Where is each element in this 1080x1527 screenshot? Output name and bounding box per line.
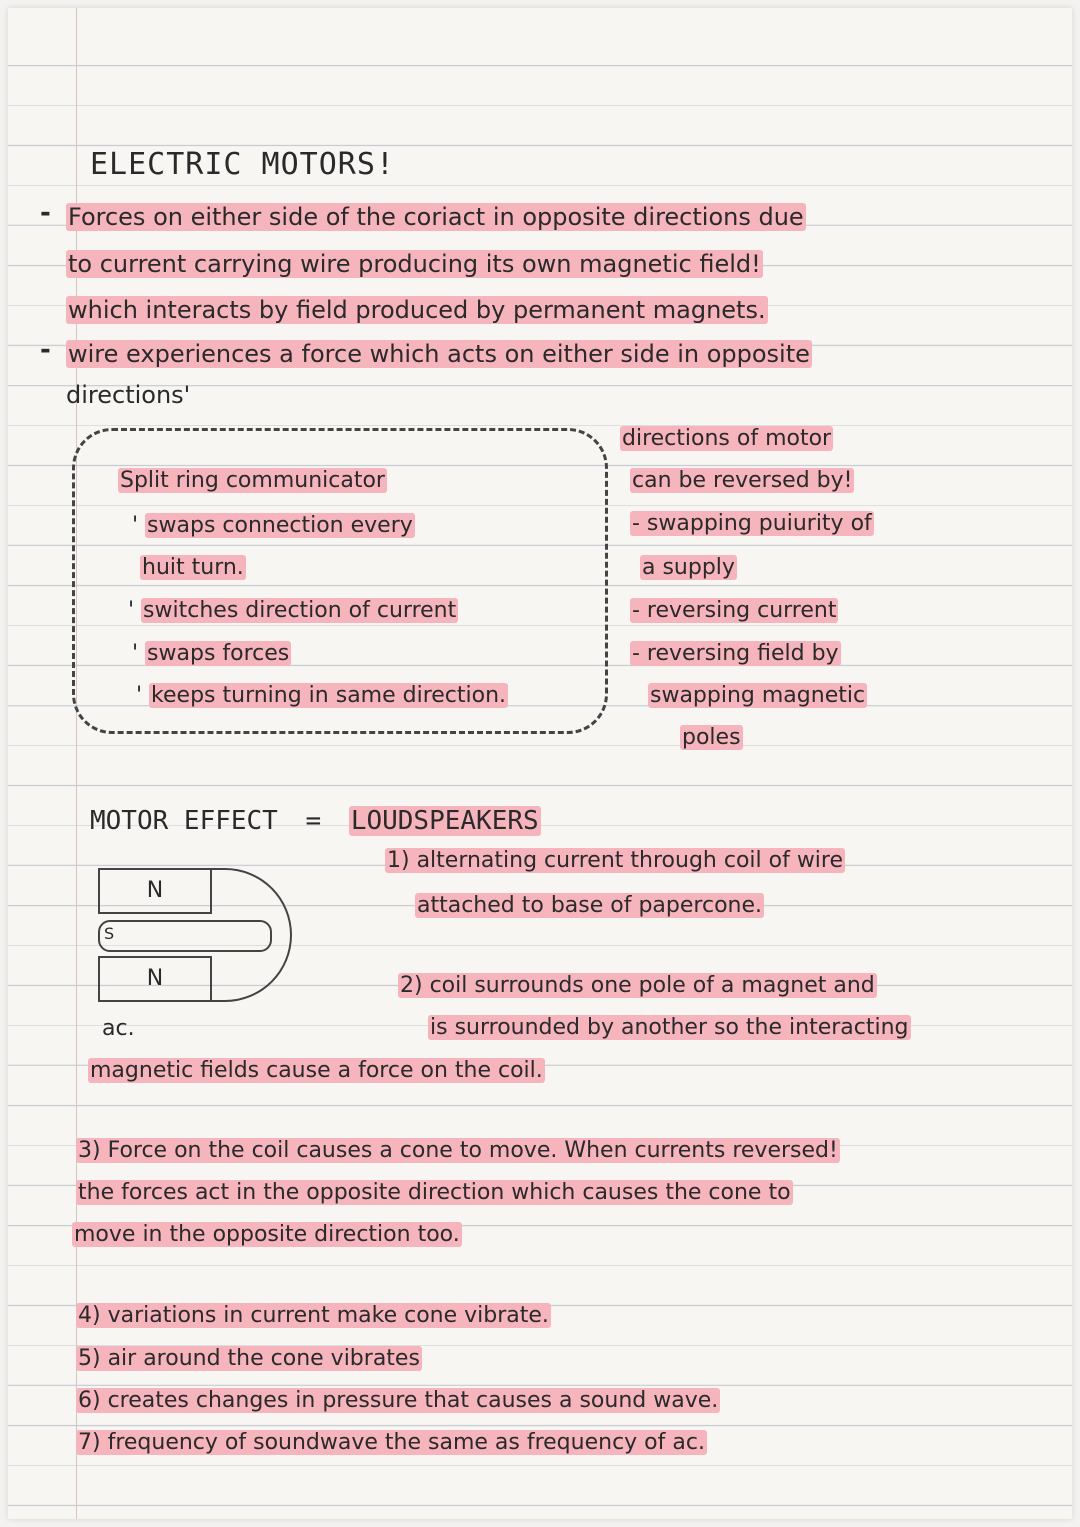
magnet-north-top: N bbox=[98, 868, 212, 914]
step-3-line: the forces act in the opposite direction which causes the cone to bbox=[78, 1180, 791, 1205]
text-line: wire experiences a force which acts on either side in opposite bbox=[68, 340, 810, 368]
magnet-north-bottom: N bbox=[98, 956, 212, 1002]
text-line: which interacts by field produced by permanent magnets. bbox=[68, 296, 766, 324]
reverse-line: - reversing current bbox=[632, 598, 837, 623]
notebook-page bbox=[8, 8, 1072, 1519]
text-line: directions' bbox=[66, 381, 191, 409]
step-2-line: 2) coil surrounds one pole of a magnet and bbox=[400, 973, 875, 998]
text-line: Forces on either side of the coriact in opposite directions due bbox=[68, 203, 804, 231]
text-line: to current carrying wire producing its own magnetic field! bbox=[68, 250, 761, 278]
coil-diagram: S bbox=[98, 920, 272, 952]
step-2-line: magnetic fields cause a force on the coil. bbox=[90, 1058, 543, 1083]
reverse-line: poles bbox=[682, 725, 741, 750]
reverse-line: a supply bbox=[642, 555, 735, 580]
reverse-line: directions of motor bbox=[622, 426, 832, 451]
reverse-line: - reversing field by bbox=[632, 641, 839, 666]
step-3-line: 3) Force on the coil causes a cone to move. When currents reversed! bbox=[78, 1138, 838, 1163]
motor-effect-heading: MOTOR EFFECT = LOUDSPEAKERS bbox=[90, 806, 539, 836]
cloud-item: ' keeps turning in same direction. bbox=[136, 683, 507, 708]
reverse-line: swapping magnetic bbox=[650, 683, 866, 708]
reverse-line: can be reversed by! bbox=[632, 468, 853, 493]
reverse-line: - swapping puiurity of bbox=[632, 511, 872, 536]
cloud-item: ' swaps connection every bbox=[132, 513, 413, 538]
step-6-line: 6) creates changes in pressure that causes a sound wave. bbox=[78, 1388, 719, 1413]
step-7-line: 7) frequency of soundwave the same as frequency of ac. bbox=[78, 1430, 705, 1455]
step-2-line: is surrounded by another so the interacting bbox=[430, 1015, 909, 1040]
cloud-heading: Split ring communicator bbox=[120, 468, 385, 493]
margin-line bbox=[76, 8, 77, 1519]
cloud-item: ' swaps forces bbox=[132, 641, 290, 666]
cloud-item: huit turn. bbox=[142, 555, 244, 580]
bullet-dash: - bbox=[40, 335, 51, 365]
step-1-line: 1) alternating current through coil of wire bbox=[387, 848, 844, 873]
diagram-label-ac: ac. bbox=[102, 1016, 135, 1041]
bullet-dash: - bbox=[40, 198, 51, 228]
step-5-line: 5) air around the cone vibrates bbox=[78, 1346, 420, 1371]
step-1-line: attached to base of papercone. bbox=[417, 893, 762, 918]
cloud-item: ' switches direction of current bbox=[128, 598, 457, 623]
step-3-line: move in the opposite direction too. bbox=[74, 1222, 460, 1247]
step-4-line: 4) variations in current make cone vibrate. bbox=[78, 1303, 549, 1328]
page-title: ELECTRIC MOTORS! bbox=[90, 147, 395, 182]
